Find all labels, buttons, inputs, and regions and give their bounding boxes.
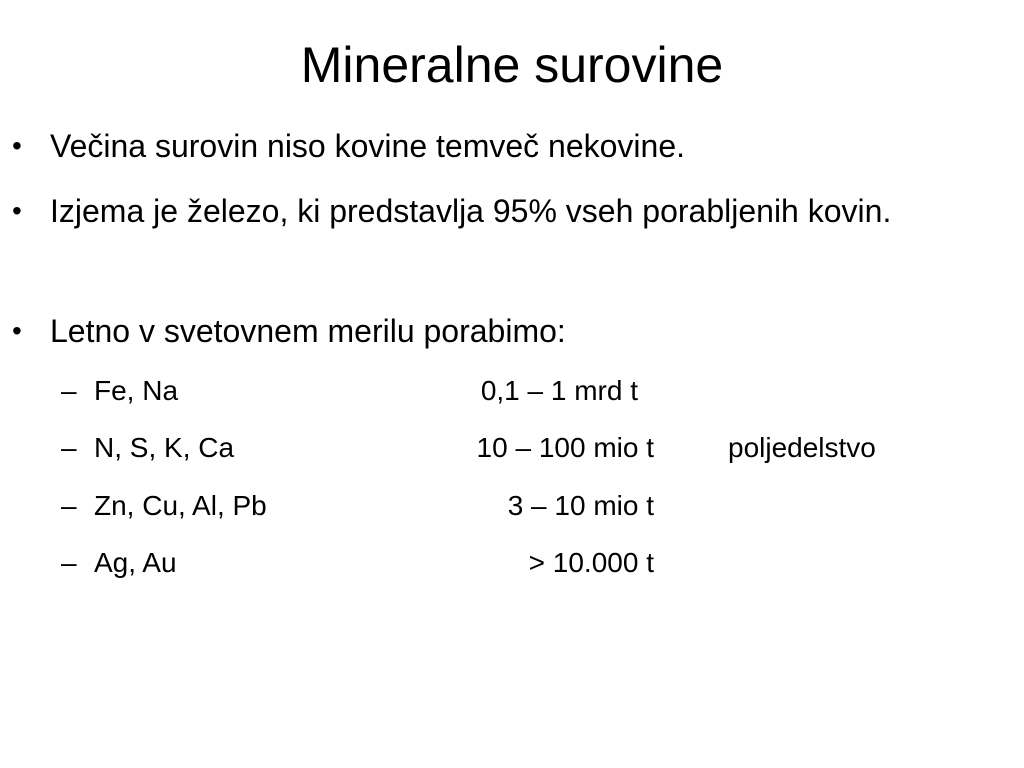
- row-amount: 0,1 – 1 mrd t: [480, 375, 638, 406]
- row-elements: Fe, Na: [94, 375, 179, 406]
- bullet-text: Letno v svetovnem merilu porabimo:: [50, 313, 566, 349]
- bullet-dot-icon: •: [12, 130, 22, 161]
- row-note: poljedelstvo: [728, 432, 876, 463]
- row-amount: 3 – 10 mio t: [507, 490, 654, 521]
- dash-icon: –: [61, 490, 77, 521]
- dash-icon: –: [61, 547, 77, 578]
- bullet-dot-icon: •: [12, 195, 22, 226]
- bullet-text: Izjema je železo, ki predstavlja 95% vseh porabljenih kovin.: [50, 193, 892, 229]
- bullet-text: Večina surovin niso kovine temveč nekovine.: [50, 128, 686, 164]
- consumption-row: [61, 428, 994, 468]
- row-amount: > 10.000 t: [528, 547, 654, 578]
- row-elements: Zn, Cu, Al, Pb: [94, 490, 267, 521]
- consumption-row: [61, 371, 994, 411]
- consumption-row: [61, 543, 994, 583]
- row-amount: 10 – 100 mio t: [476, 432, 654, 463]
- consumption-row: [61, 486, 994, 526]
- row-elements: N, S, K, Ca: [94, 432, 235, 463]
- dash-icon: –: [61, 432, 77, 463]
- bullet-item: [12, 116, 1010, 176]
- slide-title: Mineralne surovine: [300, 37, 724, 93]
- row-elements: Ag, Au: [94, 547, 177, 578]
- bullet-item: [12, 301, 1010, 361]
- bullet-item: [12, 181, 1006, 241]
- dash-icon: –: [61, 375, 77, 406]
- bullet-dot-icon: •: [12, 315, 22, 346]
